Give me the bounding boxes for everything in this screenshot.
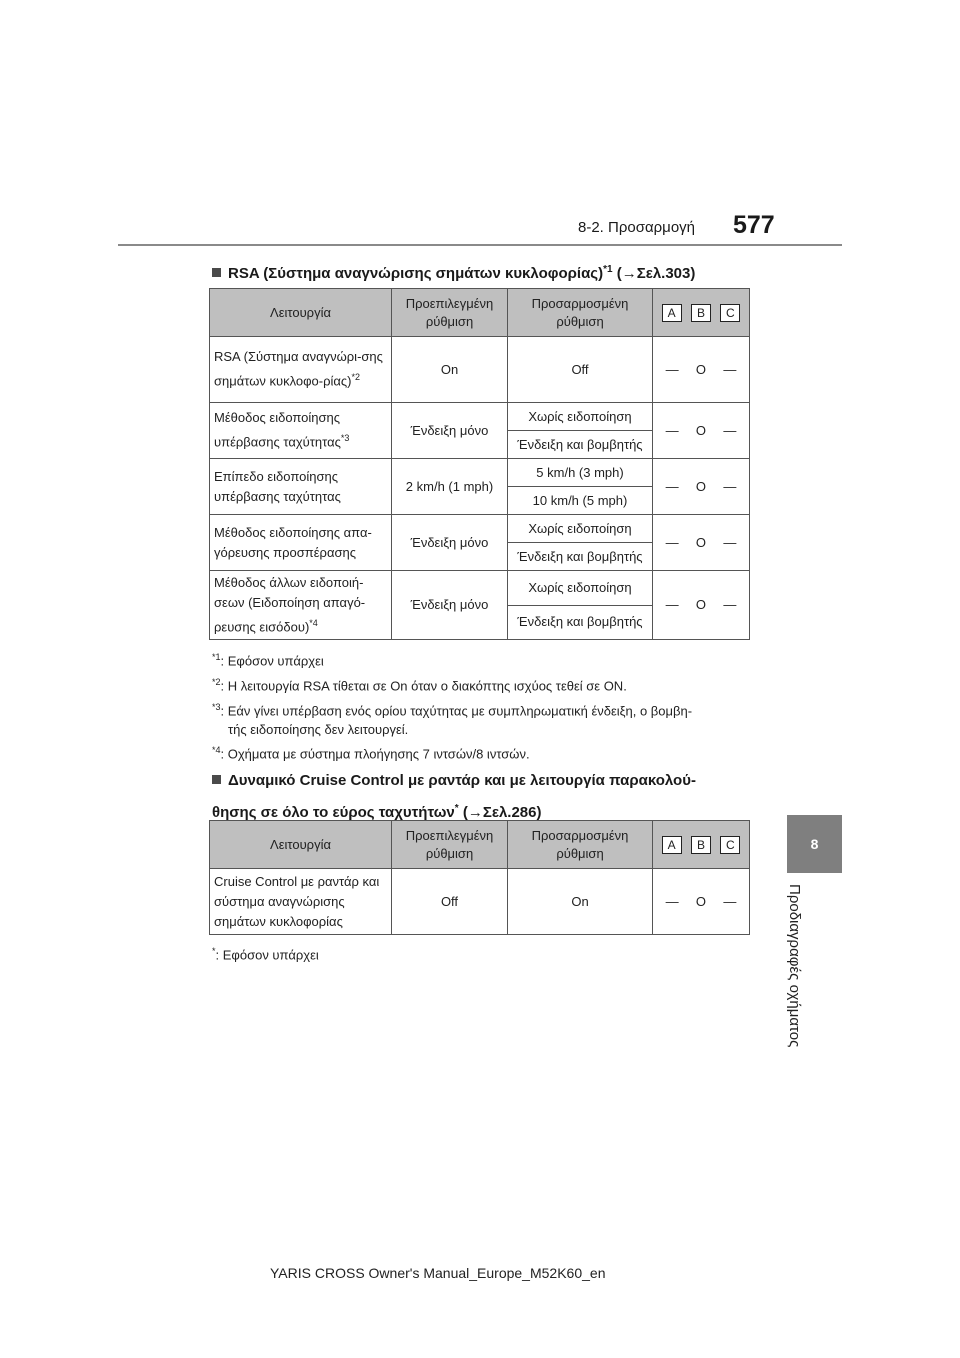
section2-title: Δυναμικό Cruise Control με ραντάρ και με λειτουργία παρακολού- θησης σε όλο το εύρος ταχυτήτων* (→Σελ.286): [212, 772, 696, 821]
table-row: Μέθοδος άλλων ειδοποιή-σεων (Ειδοποίηση απαγό-ρευσης εισόδου)$^{*4}$ Ένδειξη μόνο Χωρίς ειδοποίηση — O —: [210, 571, 750, 606]
box-a: A: [662, 304, 682, 322]
rsa-settings-table: [209, 288, 750, 640]
footnote-star: *: Εφόσον υπάρχει: [212, 946, 319, 963]
box-b: B: [691, 836, 711, 854]
square-bullet-icon: [212, 268, 221, 277]
table-row: Cruise Control με ραντάρ και σύστημα αναγνώρισης σημάτων κυκλοφορίας Off On — O —: [210, 869, 750, 935]
manual-footer: YARIS CROSS Owner's Manual_Europe_M52K60_en: [270, 1265, 606, 1281]
section-heading: 8-2. Προσαρμογή: [578, 219, 696, 236]
cruise-control-settings-table: [209, 820, 750, 935]
box-c: C: [720, 304, 740, 322]
col-header-default: Προεπιλεγμένη ρύθμιση: [392, 821, 508, 869]
box-a: A: [662, 836, 682, 854]
col-header-custom: Προσαρμοσμένη ρύθμιση: [508, 821, 653, 869]
chapter-tab[interactable]: 8: [787, 815, 842, 873]
header-divider: [118, 244, 842, 246]
page-reference-link[interactable]: (→Σελ.303): [616, 265, 696, 282]
footnote-3: $^{*3}$: Εάν γίνει υπέρβαση ενός ορίου ταχύτητας με συμπληρωματική ένδειξη, ο βομβη- τής ειδοποίησης δεν λειτουργεί.: [212, 702, 693, 738]
table-row: Μέθοδος ειδοποίησης υπέρβασης ταχύτητας$^{*3}$ Ένδειξη μόνο Χωρίς ειδοποίηση — O —: [210, 403, 750, 431]
col-header-custom: Προσαρμοσμένη ρύθμιση: [508, 289, 653, 337]
page-number: 577: [733, 211, 775, 239]
page-reference-link[interactable]: (→Σελ.286): [462, 804, 542, 821]
chapter-tab-label: Προδιαγραφές οχήματος: [786, 884, 803, 1048]
col-header-function: Λειτουργία: [210, 289, 392, 337]
col-header-abc: [653, 289, 750, 337]
table-row: Μέθοδος ειδοποίησης απα-γόρευσης προσπέρασης Ένδειξη μόνο Χωρίς ειδοποίηση — O —: [210, 515, 750, 543]
section1-title: RSA (Σύστημα αναγνώρισης σημάτων κυκλοφορίας)$^{*1}$ (→Σελ.303): [212, 258, 695, 286]
table-row: RSA (Σύστημα αναγνώρι-σης σημάτων κυκλοφο-ρίας)$^{*2}$ On Off — O —: [210, 337, 750, 403]
table-row: 10 km/h (5 mph): [210, 487, 750, 515]
col-header-function: Λειτουργία: [210, 821, 392, 869]
footnote-4: $^{*4}$: Οχήματα με σύστημα πλοήγησης 7 ιντσών/8 ιντσών.: [212, 745, 530, 762]
square-bullet-icon: [212, 775, 221, 784]
footnote-1: $^{*1}$: Εφόσον υπάρχει: [212, 652, 324, 669]
table-row: Επίπεδο ειδοποίησης υπέρβασης ταχύτητας 2 km/h (1 mph) 5 km/h (3 mph) — O —: [210, 459, 750, 487]
table-row: Ένδειξη και βομβητής: [210, 605, 750, 640]
footnote-2: $^{*2}$: Η λειτουργία RSA τίθεται σε On όταν ο διακόπτης ισχύος τεθεί σε ON.: [212, 677, 627, 694]
box-b: B: [691, 304, 711, 322]
col-header-abc: [653, 821, 750, 869]
col-header-default: Προεπιλεγμένη ρύθμιση: [392, 289, 508, 337]
box-c: C: [720, 836, 740, 854]
table-row: Ένδειξη και βομβητής: [210, 431, 750, 459]
table-row: Ένδειξη και βομβητής: [210, 543, 750, 571]
